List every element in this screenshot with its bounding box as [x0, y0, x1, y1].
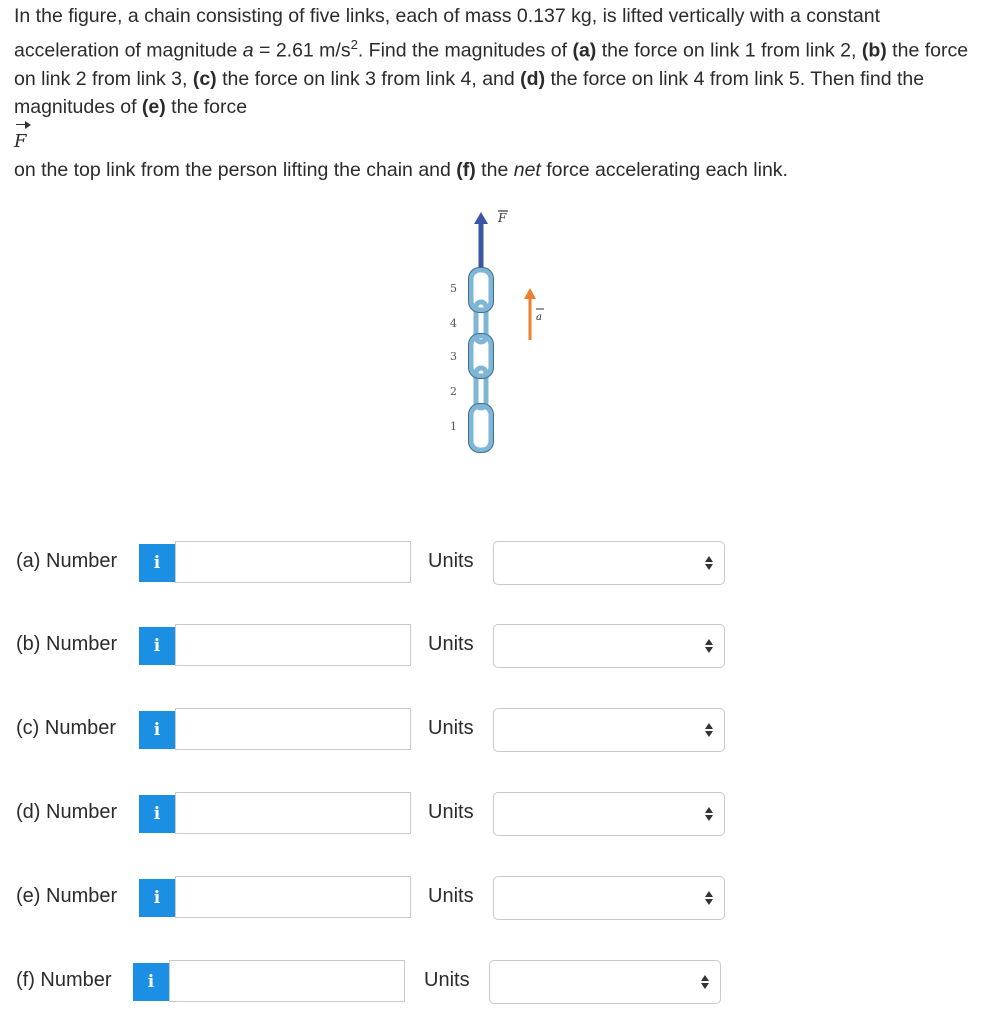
- force-label: F: [498, 211, 507, 225]
- units-select[interactable]: [493, 624, 725, 668]
- vector-f-symbol: F: [14, 122, 27, 157]
- info-button[interactable]: i: [139, 627, 175, 665]
- answer-row-f: [0, 958, 997, 1006]
- answer-row-e: [0, 874, 997, 922]
- info-button[interactable]: i: [139, 711, 175, 749]
- number-label: (a) Number: [16, 550, 118, 572]
- number-input[interactable]: [175, 708, 411, 750]
- answer-row-c: [0, 706, 997, 754]
- number-label: (b) Number: [16, 633, 118, 655]
- number-input[interactable]: [175, 624, 411, 666]
- units-label: Units: [428, 801, 474, 823]
- number-input[interactable]: [169, 960, 405, 1002]
- info-button[interactable]: i: [139, 544, 175, 582]
- link-label-5: 5: [450, 282, 457, 295]
- info-button[interactable]: i: [139, 795, 175, 833]
- units-select[interactable]: [493, 708, 725, 752]
- answer-row-b: [0, 622, 997, 670]
- up-down-arrows-icon: [704, 806, 714, 822]
- link-label-4: 4: [450, 317, 457, 330]
- up-down-arrows-icon: [704, 890, 714, 906]
- units-label: Units: [428, 550, 474, 572]
- units-label: Units: [428, 633, 474, 655]
- number-label: (d) Number: [16, 801, 118, 823]
- number-label: (f) Number: [16, 969, 112, 991]
- info-button[interactable]: i: [139, 879, 175, 917]
- answer-row-a: [0, 539, 997, 587]
- problem-paragraph-2: on the top link from the person lifting the chain and (f) the net force accelerating each link.: [14, 158, 788, 181]
- problem-paragraph: In the figure, a chain consisting of five links, each of mass 0.137 kg, is lifted vertically with a constant acceleration of magnitude a = 2.61 $m/s^2$. Find the magnitudes of (a) the force on link 1 from link 2, (b) the force on link 2 from link 3, (c) the force on link 3 from link 4, and (d) the force on link 4 from link 5. Then find the magnitudes of (e) the force: [14, 5, 969, 118]
- link-label-3: 3: [450, 350, 457, 363]
- units-select[interactable]: [493, 541, 725, 585]
- link-labels: [450, 282, 457, 433]
- up-down-arrows-icon: [704, 638, 714, 654]
- number-input[interactable]: [175, 792, 411, 834]
- chain: [471, 270, 491, 450]
- chain-link-1: [471, 406, 491, 450]
- up-down-arrows-icon: [700, 974, 710, 990]
- link-label-2: 2: [450, 385, 457, 398]
- acceleration-arrowhead: [524, 288, 536, 299]
- units-select[interactable]: [489, 960, 721, 1004]
- units-label: Units: [428, 717, 474, 739]
- up-down-arrows-icon: [704, 555, 714, 571]
- units-label: Units: [424, 969, 470, 991]
- vector-f-line: [14, 122, 989, 156]
- answer-row-d: [0, 790, 997, 838]
- problem-statement: [14, 2, 989, 184]
- number-input[interactable]: [175, 541, 411, 583]
- number-input[interactable]: [175, 876, 411, 918]
- link-label-1: 1: [450, 420, 457, 433]
- chain-figure: [420, 200, 580, 465]
- force-arrowhead: [474, 212, 488, 224]
- up-down-arrows-icon: [704, 722, 714, 738]
- number-label: (e) Number: [16, 885, 118, 907]
- units-select[interactable]: [493, 792, 725, 836]
- acceleration-label: a: [536, 312, 542, 323]
- number-label: (c) Number: [16, 717, 117, 739]
- info-button[interactable]: i: [133, 963, 169, 1001]
- units-select[interactable]: [493, 876, 725, 920]
- units-label: Units: [428, 885, 474, 907]
